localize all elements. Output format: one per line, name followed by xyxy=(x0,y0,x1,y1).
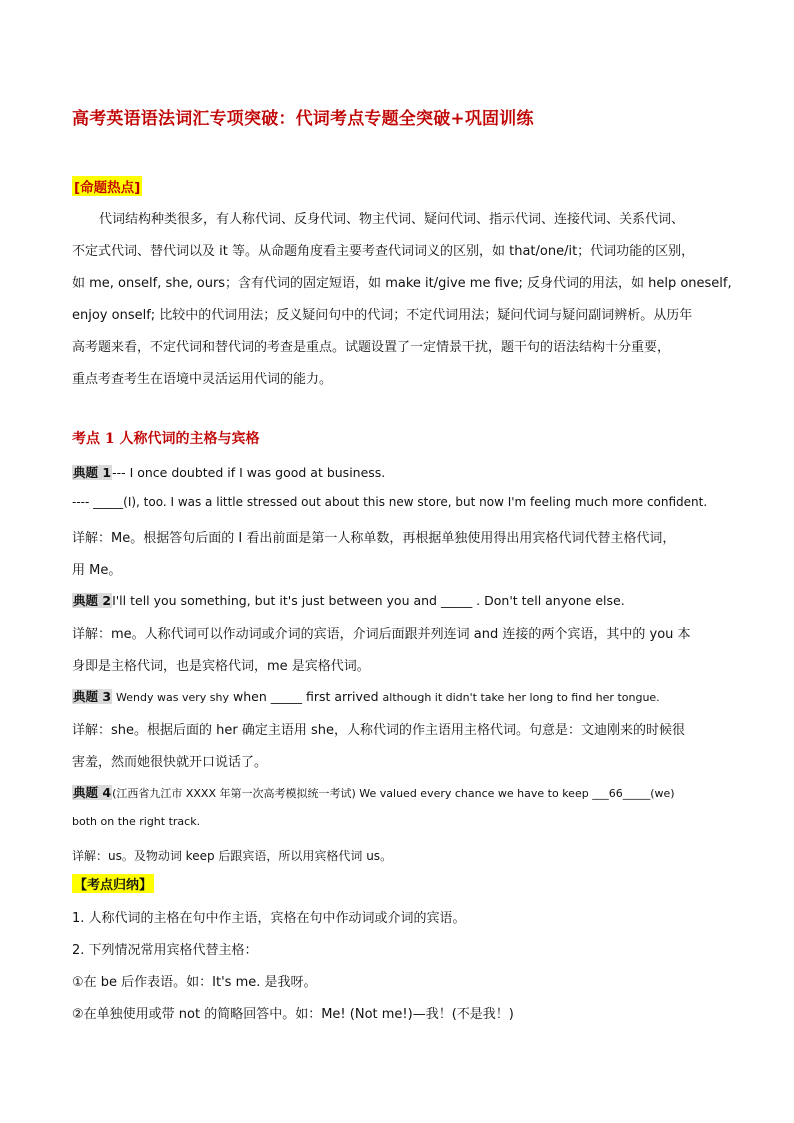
example-1-q2: ---- _____(I), too. I was a little stressed out about this new store, but now I'm feeling much more confident. xyxy=(72,495,708,509)
example-3-q-a: Wendy was very shy xyxy=(116,691,229,704)
example-1-question xyxy=(72,463,385,481)
example-label: 典题 2 xyxy=(73,593,112,608)
document-title: 高考英语语法词汇专项突破：代词考点专题全突破+巩固训练 xyxy=(72,109,534,129)
example-1-answer-1: 详解：Me。根据答句后面的 I 看出前面是第一人称单数，再根据单独使用得出用宾格代词代替主格代词， xyxy=(72,531,676,546)
intro-line-5: 高考题来看，不定代词和替代词的考查是重点。试题设置了一定情景干扰，题干句的语法结构十分重要， xyxy=(72,340,671,355)
intro-line-6: 重点考查考生在语境中灵活运用代词的能力。 xyxy=(72,372,333,387)
hotspot-tag: [命题热点] xyxy=(72,176,142,196)
example-3-q-b: when _____ first arrived xyxy=(232,689,379,704)
intro-line-2: 不定式代词、替代词以及 it 等。从命题角度看主要考查代词词义的区别，如 that/one/it；代词功能的区别， xyxy=(72,244,695,259)
example-1-answer-2: 用 Me。 xyxy=(72,563,122,578)
example-4-q2: both on the right track. xyxy=(72,815,201,828)
example-label: 典题 3 xyxy=(73,689,112,704)
example-4-question xyxy=(72,783,675,801)
point-4: ②在单独使用或带 not 的简略回答中。如：Me! (Not me!)—我！(不是我！) xyxy=(72,1007,514,1022)
example-3-answer-2: 害羞，然而她很快就开口说话了。 xyxy=(72,755,268,770)
summary-tag: 【考点归纳】 xyxy=(72,874,154,893)
example-2-q1: I'll tell you something, but it's just between you and _____ . Don't tell anyone else. xyxy=(112,593,625,608)
intro-line-4: enjoy onself; 比较中的代词用法；反义疑问句中的代词；不定代词用法；疑问代词与疑问副词辨析。从历年 xyxy=(72,308,693,323)
example-1-q1: --- I once doubted if I was good at business. xyxy=(112,465,386,480)
intro-line-3: 如 me, onself, she, ours；含有代词的固定短语，如 make it/give me five; 反身代词的用法，如 help oneself, xyxy=(72,276,732,291)
example-3-answer-1: 详解：she。根据后面的 her 确定主语用 she，人称代词的作主语用主格代词。句意是：文迪刚来的时候很 xyxy=(72,723,686,738)
example-2-question xyxy=(72,591,625,609)
example-4-answer: 详解：us。及物动词 keep 后跟宾语，所以用宾格代词 us。 xyxy=(72,849,393,863)
example-2-answer-1: 详解：me。人称代词可以作动词或介词的宾语，介词后面跟并列连词 and 连接的两个宾语，其中的 you 本 xyxy=(72,627,691,642)
example-label: 典题 1 xyxy=(73,465,112,480)
example-2-answer-2: 身即是主格代词，也是宾格代词，me 是宾格代词。 xyxy=(72,659,370,674)
example-label: 典题 4 xyxy=(73,785,112,800)
point-3: ①在 be 后作表语。如：It's me. 是我呀。 xyxy=(72,975,317,990)
example-4-q1: (江西省九江市 XXXX 年第一次高考模拟统一考试) We valued every chance we have to keep ___66_____(we) xyxy=(112,787,675,800)
point-1: 1. 人称代词的主格在句中作主语，宾格在句中作动词或介词的宾语。 xyxy=(72,911,466,926)
point-2: 2. 下列情况常用宾格代替主格： xyxy=(72,943,258,958)
intro-line-1: 代词结构种类很多，有人称代词、反身代词、物主代词、疑问代词、指示代词、连接代词、关系代词、 xyxy=(99,212,685,227)
example-3-q-c: although it didn't take her long to find her tongue. xyxy=(382,691,660,704)
section-heading-1: 考点 1 人称代词的主格与宾格 xyxy=(72,431,260,447)
example-3-question xyxy=(72,687,660,705)
